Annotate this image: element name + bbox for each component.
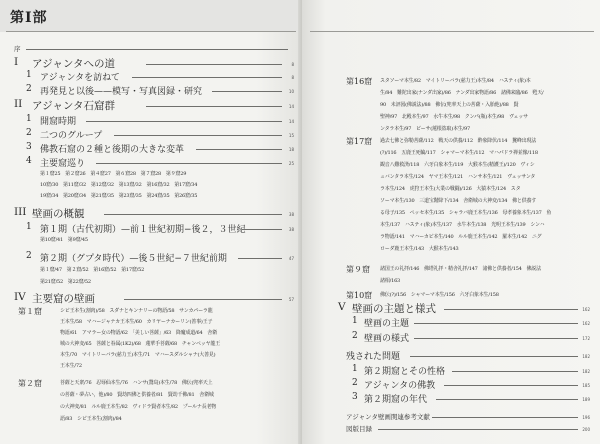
chapter-title: 壁画の概観 xyxy=(32,208,85,220)
cave-content-line: ンタラ本生/97 ピーサ(蓮根盗取)本生/97 xyxy=(380,126,470,132)
cave-label: 第１窟 xyxy=(18,307,42,316)
cave-content-line: 本生/70 マイトリーバラ(慈力王)本生/71 マハースダルシャナ(大善見) xyxy=(60,352,216,358)
cave-label: 第９窟 xyxy=(346,265,370,274)
cave-content-line: の大神変/81 ルル鹿王本生/82 ヴィドラ賢者本生/82 プールナ長老物 xyxy=(60,404,217,410)
leader-line xyxy=(238,258,282,259)
leader-line xyxy=(452,371,578,372)
section-num: 2 xyxy=(352,378,358,388)
page-number: 189 xyxy=(582,397,590,402)
section-title: アジャンタを訪ねて xyxy=(40,73,120,83)
page-number: 38 xyxy=(288,227,294,232)
preface: 序 xyxy=(14,45,21,53)
cave-content-line: 王本生/72 xyxy=(60,363,82,369)
leader-line xyxy=(444,309,578,310)
cave-content-line: 諸相/163 xyxy=(380,278,401,284)
cave-content-line: 菩薩と天衆/76 忍辱仙本生/76 ハンサ(鵞鳥)本生/78 佛伝(兜率天上 xyxy=(60,380,213,386)
bibliography-title: アジャンタ壁画関連参考文献 xyxy=(346,413,430,421)
section-title: 主要窟巡り xyxy=(40,159,86,169)
page-number: 172 xyxy=(582,336,590,341)
section-title: 第１期（古代初期）—前１世紀初期−後２，３世紀 xyxy=(40,225,246,235)
page-number: 182 xyxy=(582,354,590,359)
chapter-title: 主要窟の壁画 xyxy=(32,293,95,305)
chapter-num: IV xyxy=(14,291,26,303)
page-number: 15 xyxy=(288,133,294,138)
chapter-num: I xyxy=(14,56,19,68)
page-number: 8 xyxy=(291,62,294,67)
leader-line xyxy=(432,417,578,418)
page-number: 14 xyxy=(288,104,294,109)
cave-content-line: スタソーマ本生/82 マイトリーバラ(慈力王)本生/84 ハスティ(象)本 xyxy=(380,78,531,84)
cave-content-line: 佛伝(?)/156 シャマーマ本生/156 六牙白象本生/158 xyxy=(380,292,499,298)
cave-content-line: る母子/135 ペッセ本生/135 シャラバ鹿王本生/136 母孝養象本生/137 鱼 xyxy=(380,210,552,216)
page-number: 196 xyxy=(582,415,590,420)
section-num: 3 xyxy=(352,392,358,402)
page-number: 182 xyxy=(582,369,590,374)
index-title: 図版目録 xyxy=(346,425,372,433)
cave-content-line: 生/84 難陀出家(ナンダ出家)/86 ナンダ出家物語/86 諸佛来臨/86 甦天/ xyxy=(380,90,544,96)
leader-line xyxy=(124,299,282,300)
cave-content-line: 聖神/97 北殿本生/97 水牛本生/98 クンパ(瓶)本生/98 ヴェッサ xyxy=(380,114,528,120)
header-rule xyxy=(6,31,296,32)
section-num: 1 xyxy=(352,316,358,326)
leader-line xyxy=(444,385,578,386)
page-number: 14 xyxy=(288,119,294,124)
leader-line xyxy=(146,106,282,107)
page-number: 38 xyxy=(288,212,294,217)
cave-content-line: ラ本生/124 虎狩王本生(大業の戦闘)/126 大猿本生/124 スタ xyxy=(380,186,521,192)
cave-label: 第17窟 xyxy=(346,137,373,146)
cave-label: 第２窟 xyxy=(18,379,42,388)
page-number: 8 xyxy=(291,75,294,80)
page-number: 162 xyxy=(582,307,590,312)
page-number: 18 xyxy=(288,147,294,152)
section-num: 1 xyxy=(352,364,358,374)
page-number: 185 xyxy=(582,383,590,388)
part-title: 第Ⅰ部 xyxy=(10,10,48,26)
leader-line xyxy=(212,91,282,92)
section-num: 2 xyxy=(352,331,358,341)
section-num: 2 xyxy=(26,84,32,94)
leader-line xyxy=(378,429,578,430)
section-num: 2 xyxy=(26,128,32,138)
cave-content-line: 城の大神変/65 菩薩と眷属(1K2)/68 蓮華手菩薩/68 チャンペッヤ龍王 xyxy=(60,341,220,347)
page-number: 25 xyxy=(288,161,294,166)
cave-content-line: 観音八難救済/118 六牙白象本生/119 大猴本生(精護王)/120 ヴィシ xyxy=(380,162,535,168)
cave-content-line: の菩薩・夢占い，他)/80 賢劫四佛と供養者/81 賢劫千佛/81 舎衛城 xyxy=(60,392,214,398)
leader-line xyxy=(436,399,578,400)
period-caves: 第10窟/41 第9窟/45 xyxy=(40,237,88,243)
cave-tour-line: 第１窟25 第２窟26 第４窟27 第６窟28 第７窟28 第９窟29 xyxy=(40,171,187,177)
leader-line xyxy=(414,323,578,324)
section-title: 再発見と以後——模写・写真図録・研究 xyxy=(40,87,203,97)
cave-content-line: ローダ鹿王本生/143 大猴本生/143 xyxy=(380,246,459,252)
leader-line xyxy=(242,229,282,230)
section-title: 佛教石窟の２種と後期の大きな変革 xyxy=(40,145,185,155)
section-num: 3 xyxy=(26,142,32,152)
leader-line xyxy=(86,121,282,122)
section-num: 1 xyxy=(26,222,32,232)
page-number: 57 xyxy=(288,297,294,302)
cave-content-line: 語/83 シビ王本生(割肉)/84 xyxy=(60,416,122,422)
leader-line xyxy=(96,163,282,164)
cave-tour-line: 10窟/30 第11窟/32 第12窟/32 第13窟/32 第16窟/32 第17窟/34 xyxy=(40,182,198,188)
leader-line xyxy=(196,149,282,150)
section-title: 第２期（グプタ時代）—後５世紀−７世紀前期 xyxy=(40,254,227,264)
remaining-title: 残された問題 xyxy=(346,352,401,362)
section-num: 1 xyxy=(26,70,32,80)
period-caves: 第21窟/52 第22窟/52 xyxy=(40,279,91,285)
section-num: 2 xyxy=(26,251,32,261)
section-title: 二つのグループ xyxy=(40,131,103,141)
cave-label: 第10窟 xyxy=(346,291,373,300)
leader-line xyxy=(114,135,282,136)
page-number: 162 xyxy=(582,321,590,326)
chapter-title: アジャンタ石窟群 xyxy=(32,100,115,112)
cave-content-line: 物語/61 アマラー女の物語/62 「美しい菩薩」/63 降魔成道/64 舎衛 xyxy=(60,330,217,336)
leader-line xyxy=(146,64,282,65)
chapter-num: II xyxy=(14,98,23,110)
leader-line xyxy=(414,338,578,339)
cave-label: 第16窟 xyxy=(346,77,373,86)
cave-content-line: 過去七佛と弥勒菩薩/112 戦天の供養/112 酔象降伏/114 鬘峰出現法 xyxy=(380,138,537,144)
section-title: アジャンタの佛教 xyxy=(364,381,436,391)
cave-content-line: ソーマ本生/130 三道宝階降下/134 舎衛城の大神変/134 佛と供養す xyxy=(380,198,537,204)
leader-line xyxy=(132,77,282,78)
period-caves: 第１窟/47 第２窟/52 第16窟/52 第17窟/52 xyxy=(40,267,145,273)
cave-tour-line: 19窟/34 第20窟/34 第21窟/35 第23窟/35 第24窟/35 第26窟/35 xyxy=(40,193,198,199)
chapter-num: III xyxy=(14,206,27,218)
section-num: 1 xyxy=(26,114,32,124)
page-number: 47 xyxy=(288,256,294,261)
chapter-title: アジャンタへの道 xyxy=(32,58,115,70)
cave-content-line: 本生/137 ハスティ(象)本生/137 水牛本生/138 光明王本生/139 シンハ xyxy=(380,222,545,228)
header-rule xyxy=(310,31,594,32)
section-title: 開窟時期 xyxy=(40,117,77,127)
section-title: 壁画の様式 xyxy=(364,334,410,344)
cave-content-line: 諸国王の礼拝/146 佛塔礼拝・精舎礼拝/147 諸佛と供養者/154 佛説法 xyxy=(380,266,541,272)
cave-content-line: ュバンタラ本生/124 ヤマ王本生/121 ハンサ本生/121 ヴェッサンタ xyxy=(380,174,536,180)
page-number: 10 xyxy=(288,89,294,94)
cave-content-line: (?)/116 五鹿王死輪/117 シャマーマ本生/112 マハパドラ禅並像/118 xyxy=(380,150,538,156)
cave-content-line: 王本生/58 マハージャナカ王本生/60 カリヤーナカーリン(善事)王子 xyxy=(60,319,213,325)
cave-content-line: シビ王本生(割肉)/58 スダナとキンナリーの物語/58 サンカパーラ龍 xyxy=(60,308,213,314)
cave-content-line: 90 未評図(佛説法)/88 佛伝(兜率天上の菩薩・入胎他)/88 賢 xyxy=(380,102,519,108)
leader-line xyxy=(104,214,282,215)
leader-line xyxy=(410,356,578,357)
leader-line xyxy=(26,49,288,50)
right-page xyxy=(302,0,600,444)
section-title: 壁画の主題 xyxy=(364,319,410,329)
cave-content-line: ラ物語/141 マハーカピ本生/140 ルル鹿王本生/142 羅本生/142 ニグ xyxy=(380,234,542,240)
chapter-num: V xyxy=(338,301,346,313)
page-number: 200 xyxy=(582,427,590,432)
section-title: 第２期窟とその性格 xyxy=(364,367,446,377)
section-title: 第２期窟の年代 xyxy=(364,395,428,405)
section-num: 4 xyxy=(26,156,32,166)
chapter-title: 壁画の主題と様式 xyxy=(352,303,436,315)
